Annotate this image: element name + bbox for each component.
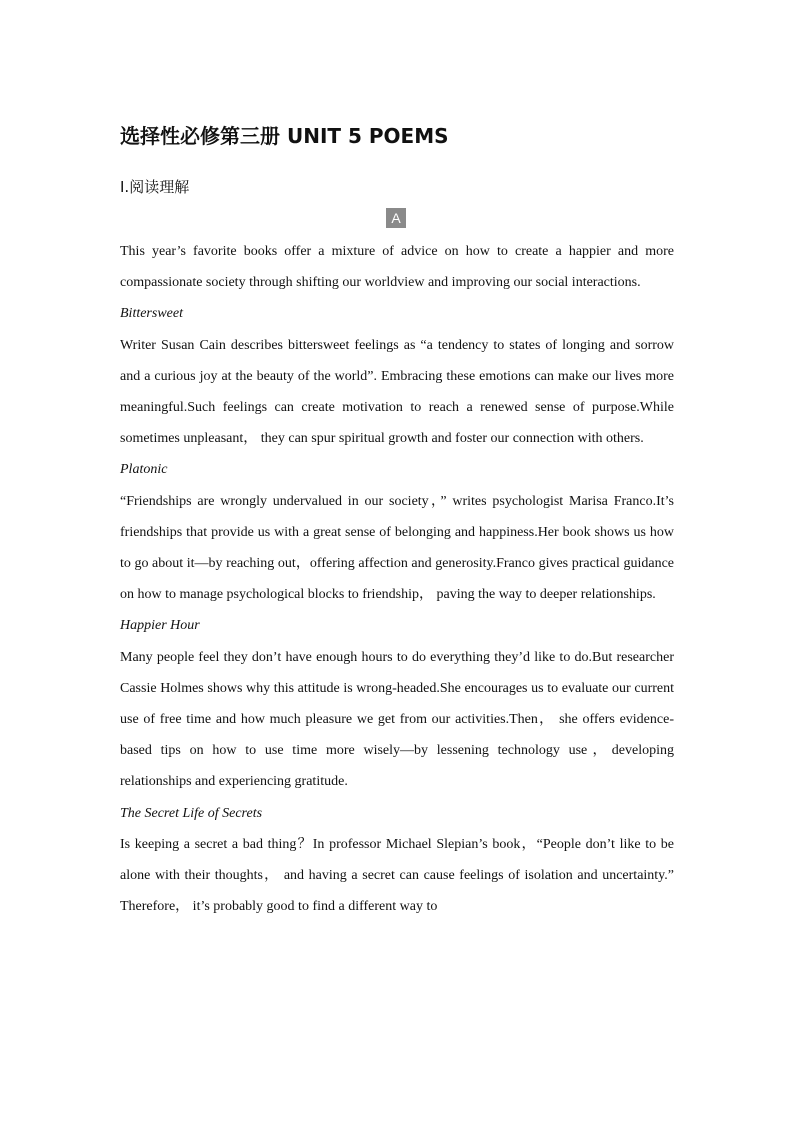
section-heading: Ⅰ.阅读理解 [120,178,190,196]
book-text-bittersweet: Writer Susan Cain describes bittersweet feelings as “a tendency to states of longing and sorrow and a curious joy at the beauty of the world”. Embracing these emotions can make our lives more meaningful.Such feelings can create motivation to reach a renewed sense of purpose.While sometimes unpleasant， they can spur spiritual growth and foster our connection with others. [120,337,674,447]
page-title: 选择性必修第三册 UNIT 5 POEMS [120,124,449,148]
book-text-happier-hour: Many people feel they don’t have enough hours to do everything they’d like to do.But researcher Cassie Holmes shows why this attitude is wrong-headed.She encourages us to evaluate our current use of free time and how much pleasure we get from our activities.Then， she offers evidence-based tips on how to use time more wisely—by lessening technology use，developing relationships and experiencing gratitude. [120,649,674,790]
intro-paragraph: This year’s favorite books offer a mixture of advice on how to create a happier and more compassionate society through shifting our worldview and improving our social interactions. [120,244,674,291]
book-title-bittersweet: Bittersweet [120,306,183,322]
book-title-platonic: Platonic [120,462,168,478]
book-title-secret-life: The Secret Life of Secrets [120,805,263,821]
passage-body [120,236,674,922]
book-title-happier-hour: Happier Hour [120,618,200,634]
document-page [120,0,675,1123]
book-text-secret-life: Is keeping a secret a bad thing？In professor Michael Slepian’s book，“People don’t like to be alone with their thoughts， and having a secret can cause feelings of isolation and uncertainty.” Therefore， it’s probably good to find a different way to [120,836,674,915]
passage-label-badge: A [386,208,406,228]
book-text-platonic: “Friendships are wrongly undervalued in our society，” writes psychologist Marisa Franco.It’s friendships that provide us with a great sense of belonging and happiness.Her book shows us how to go about it—by reaching out，offering affection and generosity.Franco gives practical guidance on how to manage psychological blocks to friendship， paving the way to deeper relationships. [120,493,674,603]
